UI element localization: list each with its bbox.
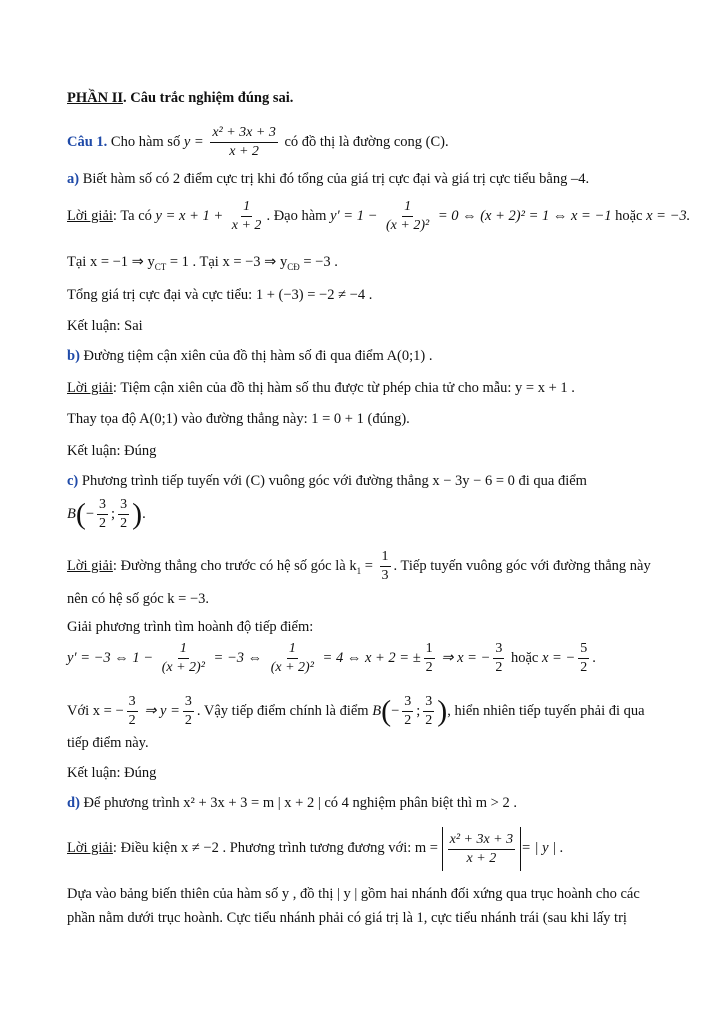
or-text: hoặc (615, 208, 643, 224)
item-a-line-3: Tổng giá trị cực đại và cực tiểu: 1 + (−3) = −2 ≠ −4 . (67, 287, 373, 303)
fraction-denominator: (x + 2)² (386, 218, 430, 234)
item-b-line-2: Thay tọa độ A(0;1) vào đường thẳng này: 1 = 0 + 1 (đúng). (67, 411, 410, 427)
fraction-denominator: x + 2 (231, 218, 262, 234)
fraction-numerator: 1 (287, 640, 298, 659)
text: Tại x = −1 ⇒ y (67, 254, 155, 270)
subscript: CĐ (287, 261, 300, 272)
fraction-numerator: 3 (493, 640, 504, 659)
item-c-line-2: nên có hệ số góc k = −3. (67, 591, 209, 607)
text: . Vậy tiếp điểm chính là điểm (196, 703, 369, 719)
question-label: Câu 1. (67, 134, 108, 150)
solution-label: Lời giải (67, 840, 113, 856)
derivative-equation: = 0 ⇔ (x + 2)² = 1 ⇔ x = −1 (437, 208, 612, 224)
item-d-solution (67, 826, 665, 871)
function-fraction (210, 124, 278, 161)
item-c-text: Phương trình tiếp tuyến với (C) vuông góc với đường thẳng x − 3y − 6 = 0 đi qua điểm (81, 473, 587, 489)
equation-part: = −3 ⇔ (213, 650, 263, 666)
item-b-solution (67, 378, 665, 398)
equation-part: = 4 ⇔ x + 2 = ± (322, 650, 421, 666)
function-lhs: y = (183, 134, 204, 150)
solution-fraction (230, 198, 264, 235)
fraction-numerator: 3 (127, 693, 138, 712)
item-a-conclusion: Kết luận: Sai (67, 318, 143, 334)
absolute-value (442, 827, 522, 871)
fraction-denominator: 2 (495, 660, 503, 676)
fraction-denominator: (x + 2)² (270, 660, 314, 676)
derivative-end: x = −3. (646, 208, 691, 224)
question-1-intro (67, 124, 665, 161)
or-text: hoặc (510, 650, 539, 666)
fraction-numerator: 1 (380, 548, 391, 567)
solution-text: = | y | . (521, 840, 564, 856)
fraction-denominator: 2 (99, 516, 107, 532)
fraction-denominator: (x + 2)² (161, 660, 205, 676)
subscript: 1 (356, 565, 362, 576)
item-b-text: Đường tiệm cận xiên của đồ thị hàm số đi qua điểm A(0;1) . (83, 348, 433, 364)
section-title: . Câu trắc nghiệm đúng sai. (123, 90, 294, 106)
minus-sign: − (85, 506, 95, 522)
fraction-numerator: 3 (118, 496, 129, 515)
item-d-paragraph-2: phần nằm dưới trục hoành. Cực tiểu nhánh phải có giá trị là 1, cực tiểu nhánh trái (sau khi lấy trị (67, 910, 627, 926)
item-c-equation (67, 638, 665, 678)
fraction-denominator: 2 (184, 713, 192, 729)
item-b-label: b) (67, 348, 80, 364)
fraction (127, 693, 138, 730)
solution-text: : Đường thẳng cho trước có hệ số góc là k (112, 558, 357, 574)
item-d-label: d) (67, 795, 80, 811)
point-label: B (372, 703, 382, 719)
fraction (183, 693, 194, 730)
equals: = (361, 558, 373, 574)
derivative-fraction (384, 198, 431, 235)
solution-text: : Điều kiện x ≠ −2 . Phương trình tương đương với: m = (112, 840, 438, 856)
item-c-point: B(− $\frac{3}{2}$ ; $\frac{3}{2}$ ). (67, 497, 146, 532)
fraction-denominator: 2 (120, 516, 128, 532)
period: . (142, 506, 146, 522)
item-d-paragraph-1: Dựa vào bảng biến thiên của hàm số y , đồ thị | y | gồm hai nhánh đối xứng qua trục hoành cho các (67, 886, 640, 902)
item-d-text: Để phương trình x² + 3x + 3 = m | x + 2 | có 4 nghiệm phân biệt thì m > 2 . (83, 795, 517, 811)
fraction-numerator: 3 (97, 496, 108, 515)
equation-fraction (160, 640, 207, 677)
item-b-statement (67, 346, 665, 366)
fraction-numerator: 1 (241, 198, 252, 217)
paren-close: ) (132, 497, 143, 531)
solution-label: Lời giải (67, 558, 113, 574)
solution-text: . Tiếp tuyến vuông góc với đường thẳng này (393, 558, 651, 574)
item-b-conclusion: Kết luận: Đúng (67, 443, 157, 459)
fraction (402, 693, 413, 730)
fraction-numerator: x² + 3x + 3 (448, 831, 516, 850)
section-heading (67, 88, 665, 108)
fraction-numerator: 3 (423, 693, 434, 712)
fraction-numerator: 3 (183, 693, 194, 712)
point-fraction (97, 496, 108, 533)
paren-close: ) (437, 694, 448, 728)
subscript: CT (154, 261, 167, 272)
point-label: B (67, 506, 76, 522)
item-c-statement (67, 471, 665, 491)
item-c-solution (67, 548, 665, 589)
question-intro-end: có đồ thị là đường cong (C). (284, 134, 449, 150)
question-intro-text: Cho hàm số (110, 134, 181, 150)
fraction (423, 693, 434, 730)
item-a-statement (67, 169, 665, 189)
text: Với x = − (67, 703, 124, 719)
fraction-numerator: 5 (578, 640, 589, 659)
equation-fraction (269, 640, 316, 677)
slope-fraction (380, 548, 391, 585)
paren-open: ( (75, 497, 86, 531)
item-a-solution (67, 198, 691, 235)
fraction-denominator: 3 (381, 568, 389, 584)
solution-label: Lời giải (67, 208, 113, 224)
period: . (592, 650, 596, 666)
equation-part: x = − (541, 650, 576, 666)
derivative-lhs: y′ = 1 − (330, 208, 378, 224)
fraction-denominator: 2 (425, 660, 433, 676)
paren-open: ( (381, 694, 392, 728)
fraction-denominator: x + 2 (466, 850, 497, 866)
solution-text: : Tiệm cận xiên của đồ thị hàm số thu được từ phép chia tử cho mẫu: y = x + 1 . (112, 380, 575, 396)
equation-fraction (424, 640, 435, 677)
solution-text: . Đạo hàm (266, 208, 327, 224)
minus-sign: − (391, 703, 400, 719)
solution-label: Lời giải (67, 380, 113, 396)
fraction-denominator: 2 (425, 713, 433, 729)
fraction-denominator: 2 (128, 713, 136, 729)
item-c-conclusion: Kết luận: Đúng (67, 765, 157, 781)
text: = −3 . (299, 254, 338, 270)
fraction-numerator: 1 (402, 198, 413, 217)
item-d-statement (67, 793, 665, 813)
item-c-line-3: Giải phương trình tìm hoành độ tiếp điểm: (67, 619, 314, 635)
fraction-numerator: 1 (424, 640, 435, 659)
solution-text: : Ta có (112, 208, 152, 224)
point-fraction (118, 496, 129, 533)
item-a-text: Biết hàm số có 2 điểm cực trị khi đó tổng của giá trị cực đại và giá trị cực tiểu bằng –4. (82, 171, 590, 187)
fraction-numerator: 1 (178, 640, 189, 659)
fraction-denominator: 2 (404, 713, 412, 729)
item-a-line-2 (67, 252, 665, 277)
text: , hiển nhiên tiếp tuyến phải đi qua (447, 703, 645, 719)
item-c-line-5: tiếp điểm này. (67, 735, 149, 751)
function-numerator: x² + 3x + 3 (210, 124, 278, 143)
abs-fraction (448, 831, 516, 868)
text: = 1 . Tại x = −3 ⇒ y (166, 254, 288, 270)
item-a-label: a) (67, 171, 80, 187)
fraction-numerator: 3 (402, 693, 413, 712)
equation-part: y′ = −3 ⇔ 1 − (67, 650, 154, 666)
equation-part: ⇒ x = − (441, 650, 491, 666)
item-c-with-line: Với x = − $\frac{3}{2}$ ⇒ y = $\frac{3}{2}$ . Vậy tiếp điểm chính là điểm B(− $\frac{3}{2}$ ; $\frac{3}{2}$ ), hiển nhiên tiếp tuyến phải đi qua (67, 694, 645, 729)
function-denominator: x + 2 (229, 144, 259, 160)
solution-expression: y = x + 1 + (155, 208, 224, 224)
section-part: PHẦN II (67, 90, 123, 106)
equation-fraction (578, 640, 589, 677)
item-c-label: c) (67, 473, 79, 489)
fraction-denominator: 2 (580, 660, 588, 676)
text: ⇒ y = (144, 703, 180, 719)
equation-fraction (493, 640, 504, 677)
